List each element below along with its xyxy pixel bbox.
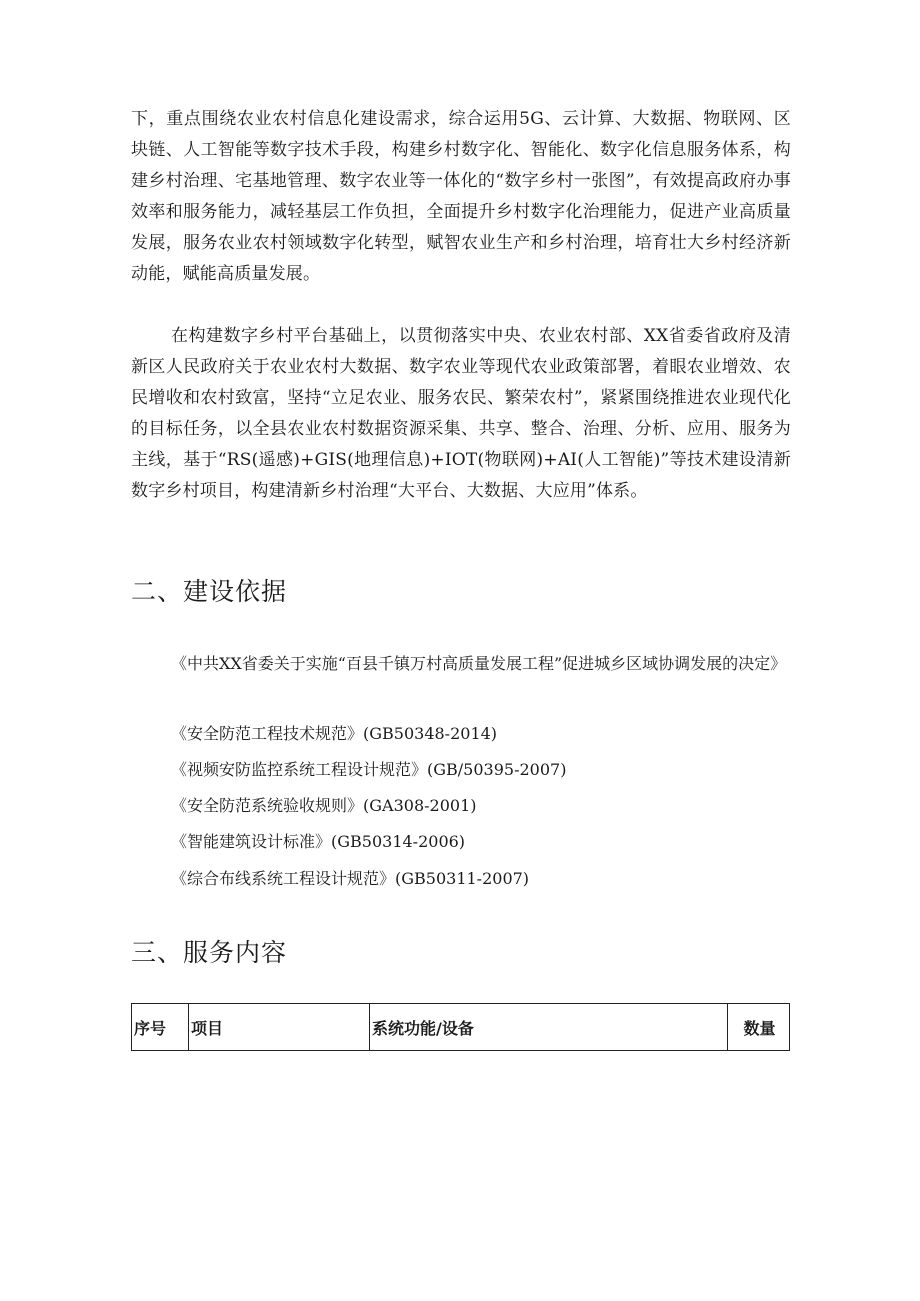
reference-item: 《视频安防监控系统工程设计规范》(GB/50395-2007) [171, 760, 567, 779]
reference-item: 《智能建筑设计标准》(GB50314-2006) [171, 832, 466, 851]
column-header-quantity: 数量 [728, 1004, 790, 1051]
platform-paragraph: 在构建数字乡村平台基础上，以贯彻落实中央、农业农村部、XX省委省政府及清新区人民政府关于农业农村大数据、数字农业等现代农业政策部署，着眼农业增效、农民增收和农村致富，坚持“立足农业、服务农民、繁荣农村”，紧紧围绕推进农业现代化的目标任务，以全县农业农村数据资源采集、共享、整合、治理、分析、应用、服务为主线，基于“RS(遥感)+GIS(地理信息)+IOT(物联网)+AI(人工智能)”等技术建设清新数字乡村项目，构建清新乡村治理“大平台、大数据、大应用”体系。 [131, 326, 791, 501]
reference-item: 《中共XX省委关于实施“百县千镇万村高质量发展工程”促进城乡区域协调发展的决定》 [171, 654, 787, 673]
reference-item: 《综合布线系统工程设计规范》(GB50311-2007) [171, 869, 530, 888]
table-header-row [132, 1004, 790, 1051]
section-heading-basis: 二、建设依据 [131, 577, 288, 606]
column-header-function: 系统功能/设备 [370, 1004, 728, 1051]
reference-item: 《安全防范系统验收规则》(GA308-2001) [171, 796, 477, 815]
intro-paragraph: 下，重点围绕农业农村信息化建设需求，综合运用5G、云计算、大数据、物联网、区块链、人工智能等数字技术手段，构建乡村数字化、智能化、数字化信息服务体系，构建乡村治理、宅基地管理、数字农业等一体化的“数字乡村一张图”，有效提高政府办事效率和服务能力，减轻基层工作负担，全面提升乡村数字化治理能力，促进产业高质量发展，服务农业农村领域数字化转型，赋智农业生产和乡村治理，培育壮大乡村经济新动能，赋能高质量发展。 [131, 109, 791, 284]
section-heading-services: 三、服务内容 [131, 938, 288, 967]
column-header-item: 项目 [189, 1004, 370, 1051]
reference-item: 《安全防范工程技术规范》(GB50348-2014) [171, 724, 498, 743]
column-header-index: 序号 [132, 1004, 189, 1051]
service-table [131, 1003, 790, 1051]
